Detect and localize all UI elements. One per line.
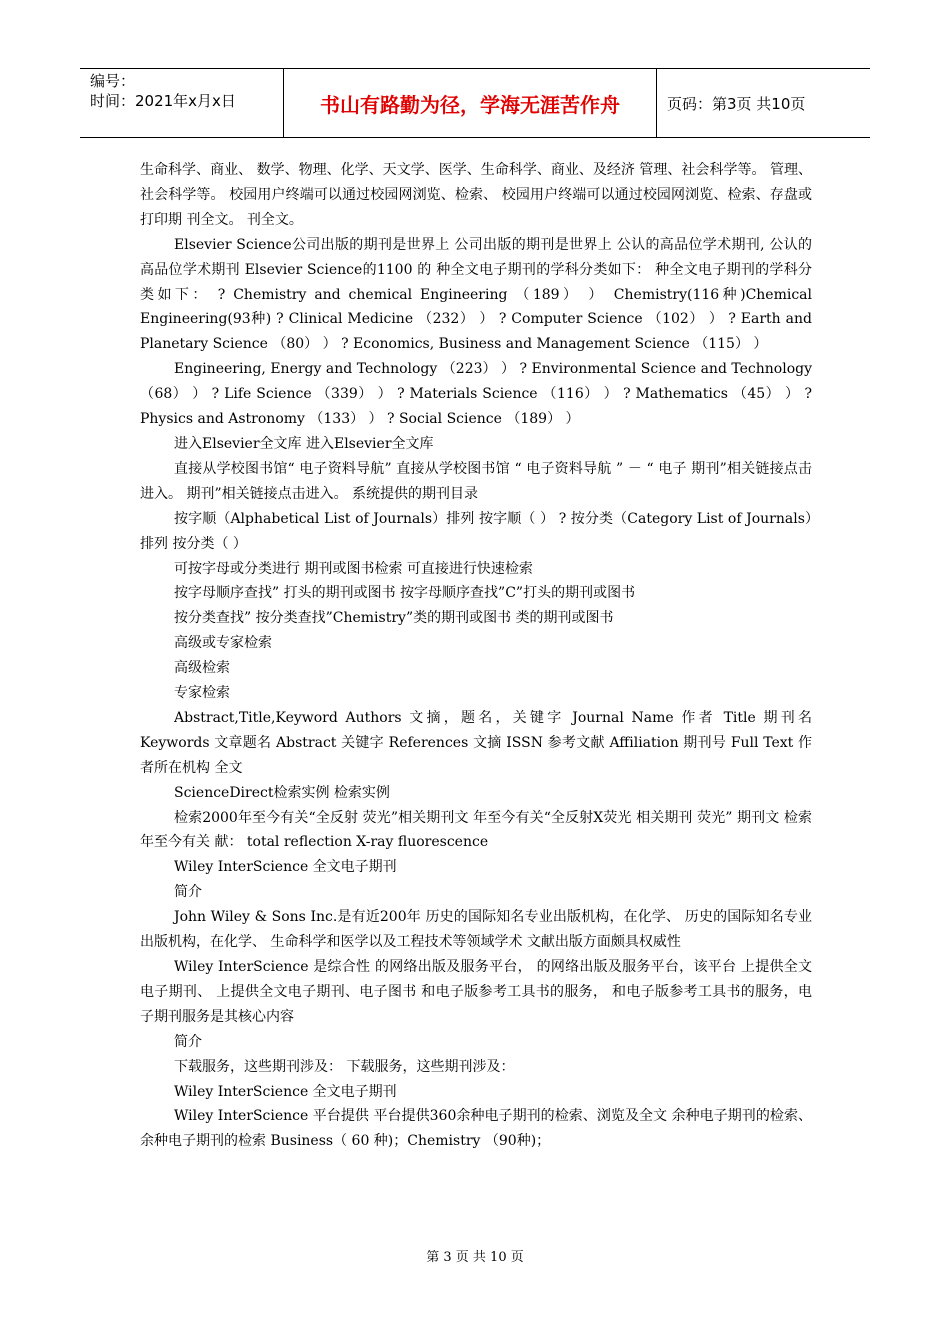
document-body [140, 158, 812, 1154]
paragraph: John Wiley & Sons Inc.是有近200年 历史的国际知名专业出版机构，在化学、 历史的国际知名专业出版机构，在化学、 生命科学和医学以及工程技术等领域学术 文献出版方面颇具权威性 [140, 909, 812, 951]
header-meta [80, 69, 284, 137]
paragraph: Abstract,Title,Keyword Authors 文摘，题名，关键字 Journal Name 作者 Title 期刊名 Keywords 文章题名 Abstract 关键字 References 文摘 ISSN 参考文献 Affiliation 期刊号 Full Text 作者所在机构 全文 [140, 709, 812, 776]
paragraph: Wiley InterScience 平台提供 平台提供360余种电子期刊的检索、浏览及全文 余种电子期刊的检索、 余种电子期刊的检索 Business（ 60 种)；Chemistry （90种)； [140, 1108, 812, 1150]
paragraph: 检索2000年至今有关“全反射 荧光”相关期刊文 年至今有关“全反射X荧光 相关期刊 荧光” 期刊文 检索 年至今有关 献： total reflection X-ray fluorescence [140, 809, 812, 851]
heading: Wiley InterScience 全文电子期刊 [174, 859, 397, 876]
header-motto: 书山有路勤为径，学海无涯苦作舟 [284, 69, 657, 137]
paragraph: 下载服务，这些期刊涉及： 下载服务，这些期刊涉及： [174, 1058, 515, 1075]
heading: 专家检索 [174, 685, 230, 702]
paragraph: 进入Elsevier全文库 进入Elsevier全文库 [174, 435, 434, 452]
paragraph: Engineering, Energy and Technology （223） ） ? Environmental Science and Technology （68） ） ? Life Science （339） ） ? Materials Science （116） ） ? Mathematics （45） ） ? Physics and Astronomy （133） ） ? Social Science （189） ） [140, 361, 812, 428]
heading: Wiley InterScience 全文电子期刊 [174, 1083, 397, 1100]
document-code: 编号： [90, 72, 136, 90]
heading: 简介 [174, 1033, 202, 1050]
paragraph: 按分类查找” 按分类查找”Chemistry”类的期刊或图书 类的期刊或图书 [174, 610, 614, 627]
paragraph: 生命科学、商业、 数学、物理、化学、天文学、医学、生命科学、商业、及经济 管理、社会科学等。 管理、社会科学等。 校园用户终端可以通过校园网浏览、检索、 校园用户终端可以通过校园网浏览、检索、存盘或打印期 刊全文。 刊全文。 [140, 162, 812, 228]
paragraph: Elsevier Science公司出版的期刊是世界上 公司出版的期刊是世界上 公认的高品位学术期刊, 公认的高品位学术期刊 Elsevier Science的1100 的 种全文电子期刊的学科分类如下： 种全文电子期刊的学科分类如下： ? Chemistry and chemical Engineering （189） ） Chemistry(116种)Chemical Engineering(93种) ? Clinical Medicine （232） ） ? Computer Science （102） ） ? Earth and Planetary Science （80） ） ? Economics, Business and Management Science （115） ） [140, 236, 812, 353]
paragraph: 按字母顺序查找” 打头的期刊或图书 按字母顺序查找”C”打头的期刊或图书 [174, 585, 636, 602]
paragraph: Wiley InterScience 是综合性 的网络出版及服务平台， 的网络出版及服务平台，该平台 上提供全文电子期刊、 上提供全文电子期刊、电子图书 和电子版参考工具书的服务， 和电子版参考工具书的服务，电 子期刊服务是其核心内容 [140, 959, 812, 1025]
paragraph: ScienceDirect检索实例 检索实例 [174, 784, 390, 801]
page-footer: 第 3 页 共 10 页 [426, 1250, 524, 1265]
heading: 简介 [174, 884, 202, 901]
heading: 高级检索 [174, 660, 230, 677]
paragraph: 可按字母或分类进行 期刊或图书检索 可直接进行快速检索 [174, 560, 533, 577]
document-date: 时间：2021年x月x日 [90, 92, 236, 110]
page-header [80, 68, 870, 138]
header-page-number: 页码：第3页 共10页 [667, 94, 806, 113]
paragraph: 直接从学校图书馆“ 电子资料导航” 直接从学校图书馆 “ 电子资料导航 ” － “ 电子 期刊”相关链接点击进入。 期刊”相关链接点击进入。 系统提供的期刊目录 [140, 460, 812, 502]
heading: 高级或专家检索 [174, 635, 272, 652]
paragraph: 按字顺（Alphabetical List of Journals）排列 按字顺（ ） ? 按分类（Category List of Journals）排列 按分类（ ） [140, 510, 812, 552]
